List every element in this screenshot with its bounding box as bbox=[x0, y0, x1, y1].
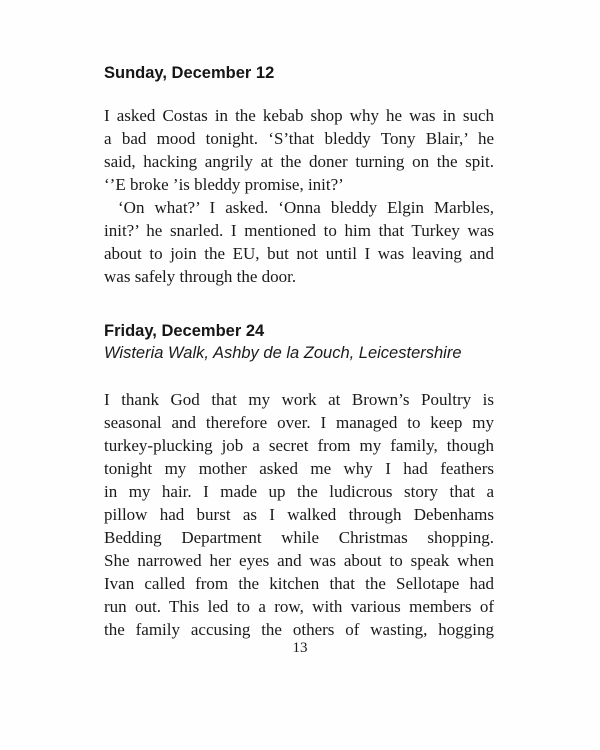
text-line: Ivan called from the kitchen that the Sellotape had bbox=[104, 574, 494, 593]
text-line: I thank God that my work at Brown’s Poultry is bbox=[104, 390, 494, 409]
text-line: She narrowed her eyes and was about to speak when bbox=[104, 551, 494, 570]
text-line: about to join the EU, but not until I was leaving and bbox=[104, 244, 494, 263]
text-line: Bedding Department while Christmas shopping. bbox=[104, 528, 494, 547]
entry-paragraph bbox=[104, 104, 494, 196]
text-line: said, hacking angrily at the doner turning on the spit. bbox=[104, 152, 494, 171]
entry-paragraph bbox=[104, 388, 494, 641]
entry-paragraph bbox=[104, 196, 494, 288]
text-line: I asked Costas in the kebab shop why he was in such bbox=[104, 106, 494, 125]
text-line: ‘’E broke ’is bleddy promise, init?’ bbox=[104, 175, 344, 194]
entry-location: Wisteria Walk, Ashby de la Zouch, Leicestershire bbox=[104, 344, 462, 362]
text-line: in my hair. I made up the ludicrous story that a bbox=[104, 482, 494, 501]
entry-heading-dec-12: Sunday, December 12 bbox=[104, 64, 275, 82]
text-line: ‘On what?’ I asked. ‘Onna bleddy Elgin Marbles, bbox=[118, 198, 494, 217]
text-line: tonight my mother asked me why I had feathers bbox=[104, 459, 494, 478]
text-line: the family accusing the others of wasting, hogging bbox=[104, 620, 494, 639]
text-line: init?’ he snarled. I mentioned to him that Turkey was bbox=[104, 221, 494, 240]
page-number: 13 bbox=[292, 640, 308, 656]
text-line: pillow had burst as I walked through Debenhams bbox=[104, 505, 494, 524]
text-line: run out. This led to a row, with various members of bbox=[104, 597, 494, 616]
entry-heading-dec-24: Friday, December 24 bbox=[104, 322, 265, 340]
text-line: a bad mood tonight. ‘S’that bleddy Tony Blair,’ he bbox=[104, 129, 494, 148]
text-line: was safely through the door. bbox=[104, 267, 297, 286]
text-line: seasonal and therefore over. I managed to keep my bbox=[104, 413, 494, 432]
text-line: turkey-plucking job a secret from my family, though bbox=[104, 436, 494, 455]
